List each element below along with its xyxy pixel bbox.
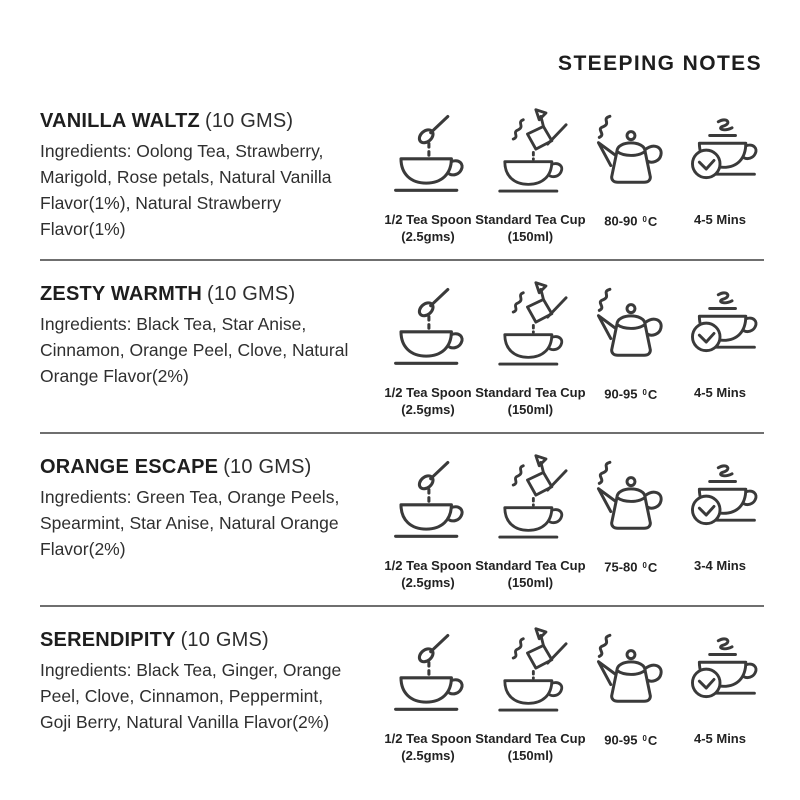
tea-info	[40, 454, 358, 562]
step-temperature	[587, 456, 675, 591]
step-cup	[475, 283, 585, 418]
kettle-icon	[587, 456, 675, 548]
temperature-unit: $^0$C	[642, 213, 658, 229]
tea-name: ZESTY WARMTH	[40, 283, 203, 305]
step-time	[676, 283, 764, 418]
time-label: 4-5 Mins	[693, 385, 746, 400]
tea-info	[40, 627, 358, 735]
steeping-steps	[358, 281, 764, 418]
cup-label	[475, 384, 585, 418]
dose-label-line1: 1/2 Tea Spoon	[384, 558, 472, 573]
dose-label-line2: (2.5gms)	[401, 748, 455, 763]
time-label: 3-4 Mins	[693, 558, 746, 573]
dose-label	[384, 384, 471, 418]
cup-label-line1: Standard Tea Cup	[475, 212, 586, 227]
tea-weight: (10 GMS)	[180, 629, 269, 651]
steeping-steps	[358, 627, 764, 764]
tea-info	[40, 108, 358, 242]
teabag-in-cup-icon	[488, 283, 572, 375]
tea-section	[40, 88, 764, 259]
tea-section	[40, 261, 764, 432]
temperature-unit: $^0$C	[642, 732, 658, 748]
dose-label-line2: (2.5gms)	[401, 402, 455, 417]
tea-name: VANILLA WALTZ	[40, 110, 200, 132]
tea-weight: (10 GMS)	[207, 283, 296, 305]
temperature-label	[604, 730, 657, 749]
teaspoon-over-cup-icon	[382, 456, 474, 548]
step-cup	[475, 110, 585, 245]
step-cup	[475, 629, 585, 764]
kettle-icon	[587, 629, 675, 721]
step-time	[676, 629, 764, 764]
teaspoon-over-cup-icon	[382, 283, 474, 375]
temperature-range: 75-80	[604, 559, 638, 575]
tea-ingredients: Ingredients: Black Tea, Ginger, Orange Peel, Clove, Cinnamon, Peppermint, Goji Berry, Natural Vanilla Flavor(2%)	[40, 660, 342, 732]
step-dose	[382, 456, 474, 591]
dose-label	[384, 557, 471, 591]
steeping-steps	[358, 108, 764, 245]
kettle-icon	[587, 283, 675, 375]
dose-label-line1: 1/2 Tea Spoon	[384, 212, 472, 227]
tea-info	[40, 281, 358, 389]
step-temperature	[587, 629, 675, 764]
timer-cup-icon	[676, 629, 764, 721]
step-time	[676, 110, 764, 245]
step-temperature	[587, 110, 675, 245]
temperature-unit: $^0$C	[642, 559, 658, 575]
cup-label-line2: (150ml)	[507, 229, 554, 244]
step-cup	[475, 456, 585, 591]
step-temperature	[587, 283, 675, 418]
cup-label-line2: (150ml)	[507, 748, 554, 763]
step-dose	[382, 283, 474, 418]
temperature-label	[604, 384, 657, 403]
tea-title	[40, 283, 358, 306]
steeping-steps	[358, 454, 764, 591]
tea-name: SERENDIPITY	[40, 629, 176, 651]
teaspoon-over-cup-icon	[382, 110, 474, 202]
tea-section	[40, 434, 764, 605]
step-dose	[382, 629, 474, 764]
time-label: 4-5 Mins	[693, 212, 746, 227]
cup-label-line1: Standard Tea Cup	[475, 385, 586, 400]
temperature-label	[604, 557, 657, 576]
timer-cup-icon	[676, 283, 764, 375]
tea-title	[40, 110, 358, 133]
cup-label	[475, 557, 585, 591]
tea-ingredients: Ingredients: Oolong Tea, Strawberry, Marigold, Rose petals, Natural Vanilla Flavor(1%), Natural Strawberry Flavor(1%)	[40, 141, 332, 239]
cup-label	[475, 730, 585, 764]
temperature-range: 80-90	[604, 213, 638, 229]
cup-label-line2: (150ml)	[507, 402, 554, 417]
timer-cup-icon	[676, 456, 764, 548]
cup-label-line1: Standard Tea Cup	[475, 731, 586, 746]
tea-ingredients: Ingredients: Black Tea, Star Anise, Cinnamon, Orange Peel, Clove, Natural Orange Flavor(2%)	[40, 314, 349, 386]
temperature-range: 90-95	[604, 732, 638, 748]
teabag-in-cup-icon	[488, 456, 572, 548]
cup-label-line1: Standard Tea Cup	[475, 558, 586, 573]
cup-label	[475, 211, 585, 245]
sections-list	[40, 88, 764, 778]
tea-weight: (10 GMS)	[223, 456, 312, 478]
kettle-icon	[587, 110, 675, 202]
tea-weight: (10 GMS)	[204, 110, 294, 132]
dose-label-line1: 1/2 Tea Spoon	[384, 731, 472, 746]
tea-ingredients: Ingredients: Green Tea, Orange Peels, Spearmint, Star Anise, Natural Orange Flavor(2%)	[40, 487, 340, 559]
step-dose	[382, 110, 474, 245]
temperature-label	[604, 211, 657, 230]
teabag-in-cup-icon	[488, 629, 572, 721]
teaspoon-over-cup-icon	[382, 629, 474, 721]
page-title: STEEPING NOTES	[558, 52, 762, 75]
tea-title	[40, 456, 358, 479]
dose-label	[384, 211, 471, 245]
tea-name: ORANGE ESCAPE	[40, 456, 219, 478]
dose-label-line2: (2.5gms)	[401, 229, 455, 244]
cup-label-line2: (150ml)	[507, 575, 554, 590]
dose-label	[384, 730, 471, 764]
timer-cup-icon	[676, 110, 764, 202]
dose-label-line2: (2.5gms)	[401, 575, 455, 590]
teabag-in-cup-icon	[488, 110, 572, 202]
temperature-range: 90-95	[604, 386, 638, 402]
dose-label-line1: 1/2 Tea Spoon	[384, 385, 472, 400]
time-label: 4-5 Mins	[693, 731, 746, 746]
step-time	[676, 456, 764, 591]
tea-title	[40, 629, 358, 652]
temperature-unit: $^0$C	[642, 386, 658, 402]
tea-section	[40, 607, 764, 778]
